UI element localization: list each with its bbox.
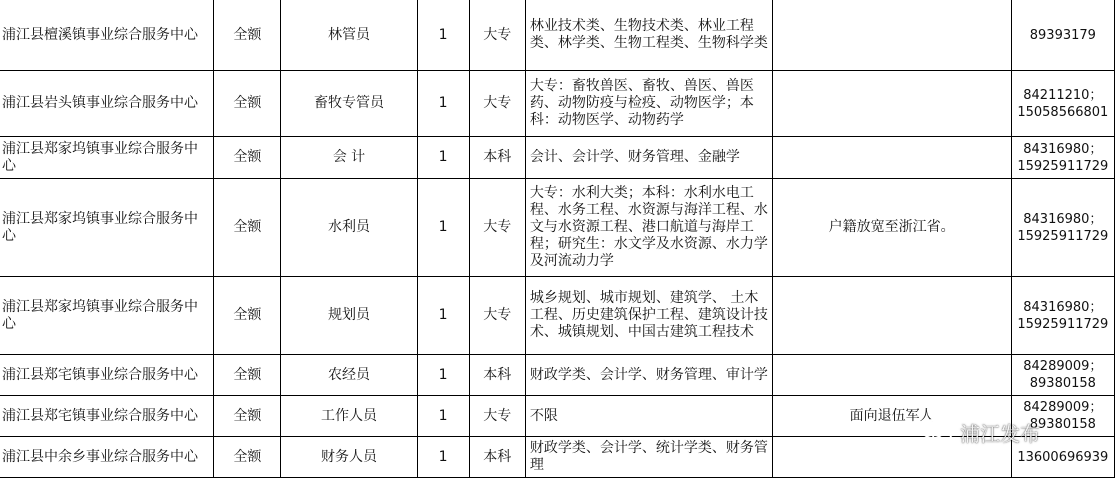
cell-phone: 89393179 — [1011, 0, 1114, 71]
cell-funding: 全额 — [214, 437, 281, 478]
cell-education: 大专 — [469, 71, 525, 137]
cell-count: 1 — [417, 179, 469, 277]
table-row — [0, 179, 1115, 277]
cell-other: 面向退伍军人 — [772, 396, 1011, 437]
cell-count: 1 — [417, 277, 469, 355]
cell-phone: 84289009；89380158 — [1011, 396, 1114, 437]
cell-major: 不限 — [525, 396, 772, 437]
cell-count: 1 — [417, 437, 469, 478]
cell-major: 城乡规划、城市规划、建筑学、 土木工程、历史建筑保护工程、建筑设计技术、城镇规划、中国古建筑工程技术 — [525, 277, 772, 355]
cell-count: 1 — [417, 0, 469, 71]
cell-other: 户籍放宽至浙江省。 — [772, 179, 1011, 277]
watermark-text: 浦江发布 — [960, 421, 1040, 446]
cell-position: 会 计 — [281, 137, 417, 179]
cell-major: 林业技术类、生物技术类、林业工程类、林学类、生物工程类、生物科学类 — [525, 0, 772, 71]
table-row — [0, 71, 1115, 137]
cell-phone: 84289009；89380158 — [1011, 355, 1114, 396]
cell-education: 大专 — [469, 0, 525, 71]
cell-position: 规划员 — [281, 277, 417, 355]
cell-unit: 浦江县郑家坞镇事业综合服务中心 — [0, 277, 214, 355]
cell-other — [772, 355, 1011, 396]
cell-unit: 浦江县郑宅镇事业综合服务中心 — [0, 396, 214, 437]
cell-position: 农经员 — [281, 355, 417, 396]
cell-education: 本科 — [469, 137, 525, 179]
cell-position: 水利员 — [281, 179, 417, 277]
cell-count: 1 — [417, 137, 469, 179]
cell-unit: 浦江县郑家坞镇事业综合服务中心 — [0, 137, 214, 179]
cell-phone: 84211210；15058566801 — [1011, 71, 1114, 137]
table-row — [0, 137, 1115, 179]
table-row — [0, 0, 1115, 71]
table-row — [0, 355, 1115, 396]
cell-unit: 浦江县中余乡事业综合服务中心 — [0, 437, 214, 478]
cell-funding: 全额 — [214, 179, 281, 277]
cell-other — [772, 437, 1011, 478]
cell-unit: 浦江县岩头镇事业综合服务中心 — [0, 71, 214, 137]
cell-major: 大专：水利大类；本科：水利水电工程、水务工程、水资源与海洋工程、水文与水资源工程、港口航道与海岸工程；研究生：水文学及水资源、水力学及河流动力学 — [525, 179, 772, 277]
cell-position: 工作人员 — [281, 396, 417, 437]
cell-unit: 浦江县郑家坞镇事业综合服务中心 — [0, 179, 214, 277]
cell-phone: 84316980；15925911729 — [1011, 179, 1114, 277]
cell-phone: 13600696939 — [1011, 437, 1114, 478]
cell-other — [772, 277, 1011, 355]
cell-other — [772, 71, 1011, 137]
cell-other — [772, 137, 1011, 179]
cell-education: 大专 — [469, 396, 525, 437]
table-row — [0, 277, 1115, 355]
cell-major: 财政学类、会计学、财务管理、审计学 — [525, 355, 772, 396]
cell-position: 林管员 — [281, 0, 417, 71]
cell-count: 1 — [417, 71, 469, 137]
cell-major: 会计、会计学、财务管理、金融学 — [525, 137, 772, 179]
cell-count: 1 — [417, 396, 469, 437]
cell-unit: 浦江县郑宅镇事业综合服务中心 — [0, 355, 214, 396]
cell-position: 财务人员 — [281, 437, 417, 478]
cell-funding: 全额 — [214, 137, 281, 179]
cell-funding: 全额 — [214, 396, 281, 437]
cell-position: 畜牧专管员 — [281, 71, 417, 137]
cell-funding: 全额 — [214, 355, 281, 396]
cell-major: 财政学类、会计学、统计学类、财务管理 — [525, 437, 772, 478]
table-row — [0, 396, 1115, 437]
cell-education: 本科 — [469, 437, 525, 478]
cell-funding: 全额 — [214, 277, 281, 355]
cell-major: 大专：畜牧兽医、畜牧、兽医、兽医药、动物防疫与检疫、动物医学；本科：动物医学、动物药学 — [525, 71, 772, 137]
cell-education: 本科 — [469, 355, 525, 396]
cell-unit: 浦江县檀溪镇事业综合服务中心 — [0, 0, 214, 71]
table-row — [0, 437, 1115, 478]
cell-education: 大专 — [469, 179, 525, 277]
cell-phone: 84316980；15925911729 — [1011, 137, 1114, 179]
cell-funding: 全额 — [214, 0, 281, 71]
cell-phone: 84316980；15925911729 — [1011, 277, 1114, 355]
cell-funding: 全额 — [214, 71, 281, 137]
cell-other — [772, 0, 1011, 71]
cell-education: 大专 — [469, 277, 525, 355]
cell-count: 1 — [417, 355, 469, 396]
